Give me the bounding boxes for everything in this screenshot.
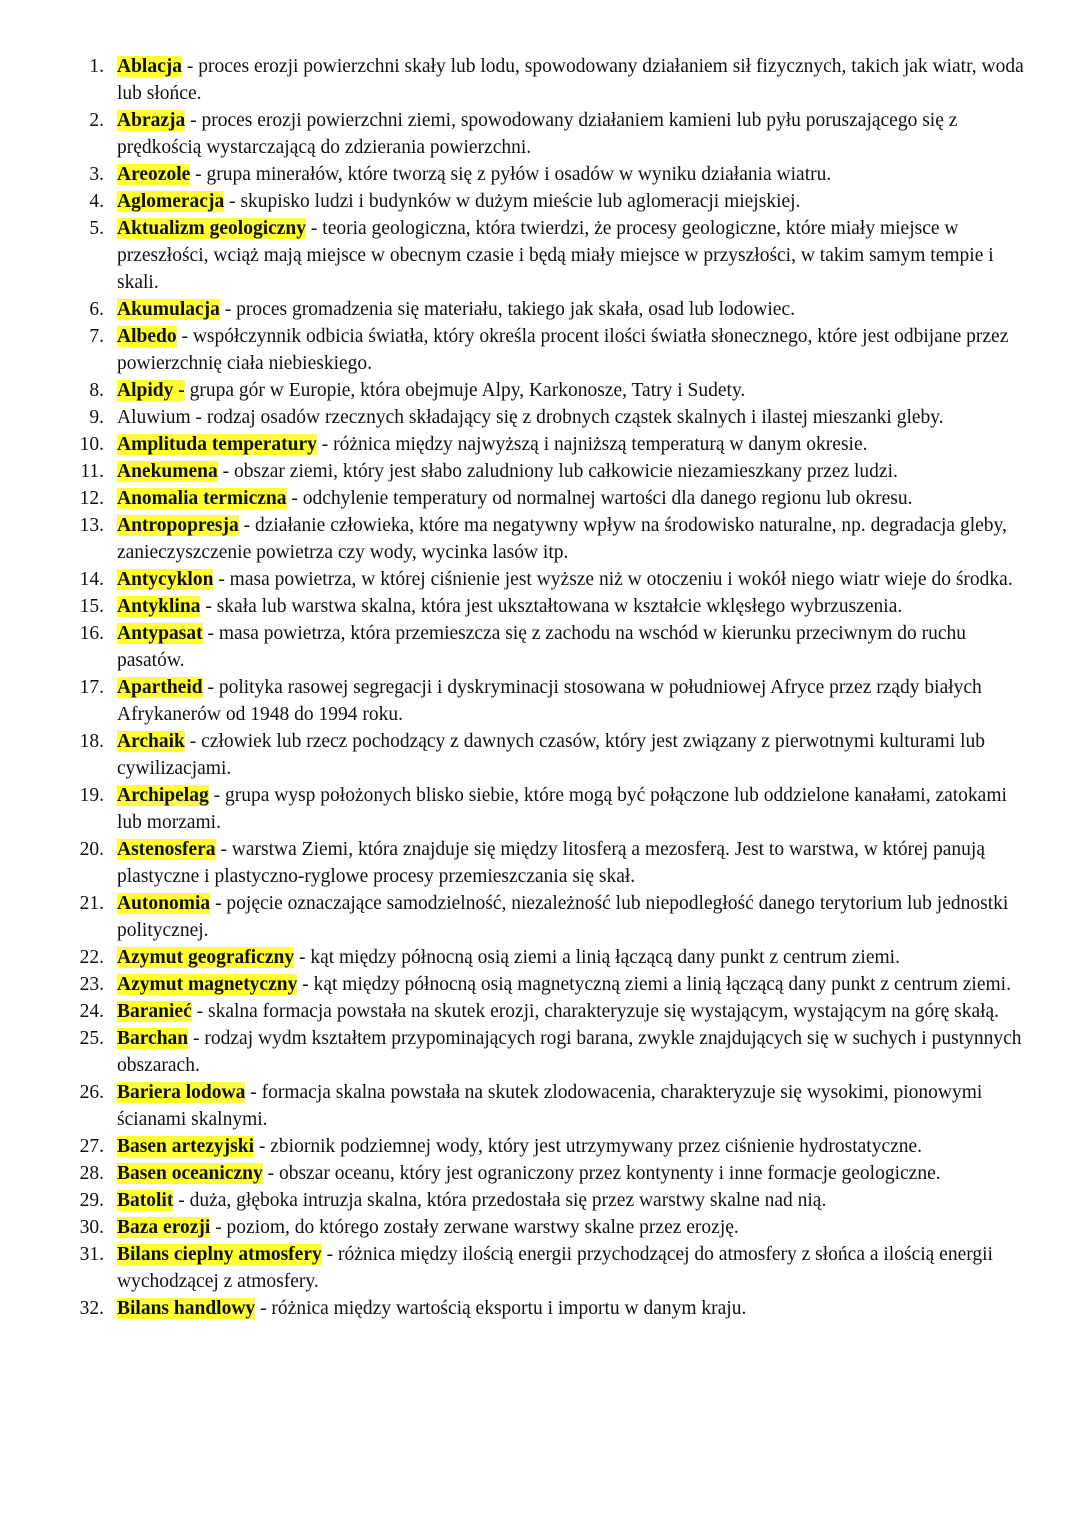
entry-number: 12.: [79, 488, 104, 509]
entry-number: 11.: [80, 461, 104, 482]
entry-definition: - działanie człowieka, które ma negatywny wpływ na środowisko naturalne, np. degradacja gleby, zanieczyszczenie powietrza czy wody, wycinka lasów itp.: [117, 515, 1007, 563]
glossary-entry: [0, 1214, 1080, 1241]
entry-term: Baranieć: [117, 1001, 192, 1022]
entry-definition: - warstwa Ziemi, która znajduje się między litosferą a mezosferą. Jest to warstwa, w której panują plastyczne i plastyczno-ryglowe procesy przemieszczania się skał.: [117, 839, 985, 887]
entry-term: Archipelag: [117, 785, 209, 806]
entry-term: Astenosfera: [117, 839, 216, 860]
entry-term: Albedo: [117, 326, 177, 347]
entry-term: Batolit: [117, 1190, 174, 1211]
glossary-entry: [0, 377, 1080, 404]
glossary-entry: [0, 674, 1080, 728]
glossary-entry: [0, 1025, 1080, 1079]
entry-number: 19.: [79, 785, 104, 806]
entry-number: 21.: [79, 893, 104, 914]
entry-definition: - rodzaj wydm kształtem przypominających rogi barana, zwykle znajdujących się w suchych i pustynnych obszarach.: [117, 1028, 1022, 1076]
entry-term: Apartheid: [117, 677, 203, 698]
entry-definition: - poziom, do którego zostały zerwane warstwy skalne przez erozję.: [210, 1217, 739, 1238]
entry-definition: - formacja skalna powstała na skutek zlodowacenia, charakteryzuje się wysokimi, pionowymi ścianami skalnymi.: [117, 1082, 983, 1130]
entry-definition: Aluwium - rodzaj osadów rzecznych składający się z drobnych cząstek skalnych i ilastej mieszanki gleby.: [117, 407, 944, 428]
glossary-entry: [0, 566, 1080, 593]
glossary-entry: [0, 1241, 1080, 1295]
entry-term: Antyklina: [117, 596, 201, 617]
entry-definition: - obszar ziemi, który jest słabo zaludniony lub całkowicie niezamieszkany przez ludzi.: [217, 461, 898, 482]
entry-term: Amplituda temperatury: [117, 434, 317, 455]
glossary-entry: [0, 1133, 1080, 1160]
entry-definition: - skalna formacja powstała na skutek erozji, charakteryzuje się wystającym, wystającym na górę skałą.: [191, 1001, 1000, 1022]
glossary-entry: [0, 512, 1080, 566]
entry-definition: grupa gór w Europie, która obejmuje Alpy, Karkonosze, Tatry i Sudety.: [184, 380, 746, 401]
entry-number: 30.: [79, 1217, 104, 1238]
entry-number: 3.: [89, 164, 104, 185]
entry-number: 29.: [79, 1190, 104, 1211]
entry-definition: - różnica między wartością eksportu i importu w danym kraju.: [255, 1298, 747, 1319]
glossary-entry: [0, 485, 1080, 512]
entry-number: 32.: [79, 1298, 104, 1319]
glossary-entry: [0, 296, 1080, 323]
glossary-entry: [0, 404, 1080, 431]
entry-number: 13.: [79, 515, 104, 536]
glossary-entry: [0, 593, 1080, 620]
glossary-entry: [0, 215, 1080, 296]
entry-number: 4.: [89, 191, 104, 212]
entry-definition: - człowiek lub rzecz pochodzący z dawnych czasów, który jest związany z pierwotnymi kulturami lub cywilizacjami.: [117, 731, 986, 779]
entry-definition: - polityka rasowej segregacji i dyskryminacji stosowana w południowej Afryce przez rządy białych Afrykanerów od 1948 do 1994 roku.: [117, 677, 982, 725]
entry-definition: - skała lub warstwa skalna, która jest ukształtowana w kształcie wklęsłego wybrzuszenia.: [200, 596, 903, 617]
entry-number: 14.: [79, 569, 104, 590]
entry-term: Azymut magnetyczny: [117, 974, 298, 995]
entry-definition: - kąt między północną osią ziemi a linią łączącą dany punkt z centrum ziemi.: [294, 947, 900, 968]
entry-number: 17.: [79, 677, 104, 698]
entry-definition: - kąt między północną osią magnetyczną ziemi a linią łączącą dany punkt z centrum ziemi.: [297, 974, 1011, 995]
glossary-entry: [0, 971, 1080, 998]
glossary-entry: [0, 1160, 1080, 1187]
entry-term: Aktualizm geologiczny: [117, 218, 307, 239]
entry-definition: - skupisko ludzi i budynków w dużym mieście lub aglomeracji miejskiej.: [224, 191, 801, 212]
glossary-entry: [0, 107, 1080, 161]
entry-number: 9.: [89, 407, 104, 428]
entry-term: Barchan: [117, 1028, 189, 1049]
entry-term: Azymut geograficzny: [117, 947, 295, 968]
glossary-entry: [0, 431, 1080, 458]
entry-definition: - zbiornik podziemnej wody, który jest utrzymywany przez ciśnienie hydrostatyczne.: [254, 1136, 923, 1157]
entry-definition: - współczynnik odbicia światła, który określa procent ilości światła słonecznego, które jest odbijane przez powierzchnię ciała niebieskiego.: [117, 326, 1009, 374]
entry-term: Bariera lodowa: [117, 1082, 246, 1103]
entry-term: Areozole: [117, 164, 191, 185]
entry-number: 15.: [79, 596, 104, 617]
entry-number: 8.: [89, 380, 104, 401]
glossary-entry: [0, 53, 1080, 107]
glossary-entry: [0, 188, 1080, 215]
glossary-entry: [0, 620, 1080, 674]
entry-term: Abrazja: [117, 110, 186, 131]
entry-term: Akumulacja: [117, 299, 220, 320]
entry-number: 28.: [79, 1163, 104, 1184]
entry-term: Alpidy -: [117, 380, 185, 401]
entry-number: 1.: [89, 56, 104, 77]
entry-definition: - grupa minerałów, które tworzą się z pyłów i osadów w wyniku działania wiatru.: [190, 164, 832, 185]
entry-number: 7.: [89, 326, 104, 347]
entry-definition: - teoria geologiczna, która twierdzi, że procesy geologiczne, które miały miejsce w przeszłości, wciąż mają miejsce w obecnym czasie i będą miały miejsce w przyszłości, w takim samym tempie i skali.: [117, 218, 994, 293]
entry-definition: - różnica między najwyższą i najniższą temperaturą w danym okresie.: [316, 434, 868, 455]
glossary-entry: [0, 161, 1080, 188]
glossary-list: [0, 53, 1080, 1322]
entry-number: 25.: [79, 1028, 104, 1049]
entry-term: Ablacja: [117, 56, 182, 77]
entry-number: 2.: [89, 110, 104, 131]
entry-number: 31.: [79, 1244, 104, 1265]
entry-number: 24.: [79, 1001, 104, 1022]
entry-definition: - grupa wysp położonych blisko siebie, które mogą być połączone lub oddzielone kanałami, zatokami lub morzami.: [117, 785, 1007, 833]
entry-term: Anomalia termiczna: [117, 488, 287, 509]
entry-number: 18.: [79, 731, 104, 752]
glossary-entry: [0, 323, 1080, 377]
entry-number: 16.: [79, 623, 104, 644]
entry-term: Aglomeracja: [117, 191, 225, 212]
entry-term: Bilans cieplny atmosfery: [117, 1244, 322, 1265]
entry-number: 6.: [89, 299, 104, 320]
entry-definition: - odchylenie temperatury od normalnej wartości dla danego regionu lub okresu.: [286, 488, 913, 509]
entry-term: Antypasat: [117, 623, 203, 644]
entry-number: 27.: [79, 1136, 104, 1157]
glossary-entry: [0, 890, 1080, 944]
entry-term: Antropopresja: [117, 515, 239, 536]
glossary-entry: [0, 1079, 1080, 1133]
entry-term: Basen artezyjski: [117, 1136, 255, 1157]
glossary-entry: [0, 1295, 1080, 1322]
entry-definition: - masa powietrza, która przemieszcza się z zachodu na wschód w kierunku przeciwnym do ruchu pasatów.: [117, 623, 967, 671]
glossary-entry: [0, 998, 1080, 1025]
entry-number: 22.: [79, 947, 104, 968]
entry-definition: - obszar oceanu, który jest ograniczony przez kontynenty i inne formacje geologiczne.: [262, 1163, 941, 1184]
entry-number: 20.: [79, 839, 104, 860]
entry-definition: - proces erozji powierzchni ziemi, spowodowany działaniem kamieni lub pyłu poruszającego się z prędkością wystarczającą do zdzierania powierzchni.: [117, 110, 958, 158]
glossary-entry: [0, 836, 1080, 890]
entry-definition: - duża, głęboka intruzja skalna, która przedostała się przez warstwy skalne nad nią.: [173, 1190, 827, 1211]
glossary-entry: [0, 728, 1080, 782]
entry-number: 23.: [79, 974, 104, 995]
entry-definition: - różnica między ilością energii przychodzącej do atmosfery z słońca a ilością energii wychodzącej z atmosfery.: [117, 1244, 993, 1292]
entry-term: Autonomia: [117, 893, 211, 914]
entry-number: 26.: [79, 1082, 104, 1103]
entry-definition: - proces gromadzenia się materiału, takiego jak skała, osad lub lodowiec.: [219, 299, 795, 320]
glossary-entry: [0, 944, 1080, 971]
entry-definition: - masa powietrza, w której ciśnienie jest wyższe niż w otoczeniu i wokół niego wiatr wieje do środka.: [213, 569, 1013, 590]
glossary-entry: [0, 1187, 1080, 1214]
entry-definition: - pojęcie oznaczające samodzielność, niezależność lub niepodległość danego terytorium lub jednostki politycznej.: [117, 893, 1009, 941]
entry-number: 5.: [89, 218, 104, 239]
entry-term: Antycyklon: [117, 569, 214, 590]
entry-term: Baza erozji: [117, 1217, 211, 1238]
glossary-entry: [0, 782, 1080, 836]
entry-term: Archaik: [117, 731, 185, 752]
entry-definition: - proces erozji powierzchni skały lub lodu, spowodowany działaniem sił fizycznych, takich jak wiatr, woda lub słońce.: [117, 56, 1024, 104]
entry-term: Bilans handlowy: [117, 1298, 256, 1319]
entry-term: Anekumena: [117, 461, 218, 482]
glossary-entry: [0, 458, 1080, 485]
entry-term: Basen oceaniczny: [117, 1163, 263, 1184]
entry-number: 10.: [79, 434, 104, 455]
